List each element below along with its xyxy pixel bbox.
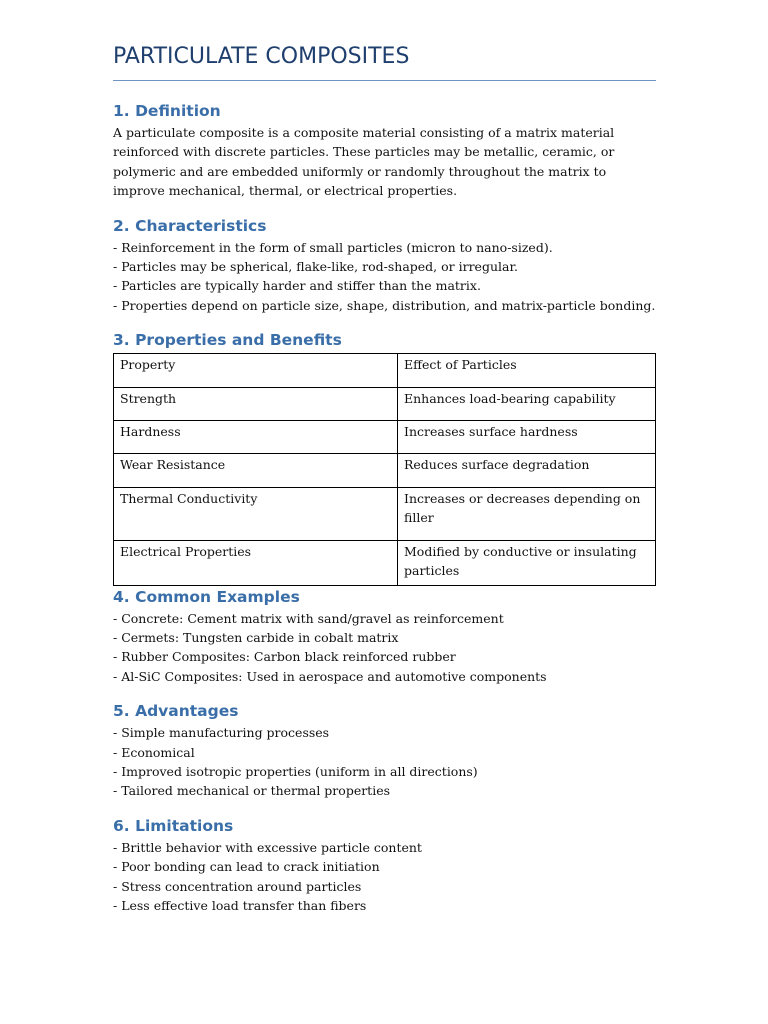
characteristics-heading: 2. Characteristics [113,216,267,235]
examples-list [113,609,656,687]
list-item: - Stress concentration around particles [113,878,362,894]
table-cell: Modified by conductive or insulating particles [398,540,656,585]
advantages-list [113,723,656,801]
list-item: - Concrete: Cement matrix with sand/gravel as reinforcement [113,610,504,626]
limitations-list [113,838,656,916]
properties-table [113,353,656,585]
table-row [114,387,656,420]
table-cell: Wear Resistance [114,454,398,487]
table-header-cell: Effect of Particles [398,354,656,387]
list-item: - Simple manufacturing processes [113,725,330,741]
list-item: - Brittle behavior with excessive particle content [113,839,422,855]
list-item: - Reinforcement in the form of small particles (micron to nano-sized). [113,239,553,255]
list-item: - Properties depend on particle size, shape, distribution, and matrix-particle bonding. [113,297,656,313]
advantages-heading: 5. Advantages [113,702,239,721]
list-item: - Tailored mechanical or thermal properties [113,783,391,799]
list-item: - Economical [113,744,195,760]
list-item: - Rubber Composites: Carbon black reinforced rubber [113,649,456,665]
table-row [114,540,656,585]
definition-heading: 1. Definition [113,102,221,120]
table-row [114,454,656,487]
table-header-cell: Property [114,354,398,387]
table-row [114,487,656,540]
table-cell: Reduces surface degradation [398,454,656,487]
characteristics-list [113,238,656,316]
table-cell: Enhances load-bearing capability [398,387,656,420]
table-cell: Electrical Properties [114,540,398,585]
definition-paragraph: A particulate composite is a composite material consisting of a matrix material reinforced with discrete particles. These particles may be metallic, ceramic, or polymeric and are embedded uniformly or randomly throughout the matrix to improve mechanical, thermal, or electrical properties. [113,125,615,199]
list-item: - Particles may be spherical, flake-like, rod-shaped, or irregular. [113,259,519,275]
table-header-row [114,354,656,387]
table-cell: Thermal Conductivity [114,487,398,540]
document-page [113,40,656,915]
list-item: - Al-SiC Composites: Used in aerospace and automotive components [113,668,547,684]
table-row [114,421,656,454]
page-title: PARTICULATE COMPOSITES [113,40,656,81]
table-cell: Increases surface hardness [398,421,656,454]
properties-heading: 3. Properties and Benefits [113,331,342,350]
list-item: - Particles are typically harder and stiffer than the matrix. [113,278,481,294]
table-cell: Strength [114,387,398,420]
limitations-heading: 6. Limitations [113,816,234,835]
list-item: - Poor bonding can lead to crack initiation [113,859,380,875]
list-item: - Improved isotropic properties (uniform in all directions) [113,763,478,779]
list-item: - Less effective load transfer than fibers [113,897,367,913]
table-cell: Increases or decreases depending on filler [398,487,656,540]
list-item: - Cermets: Tungsten carbide in cobalt matrix [113,629,399,645]
examples-heading: 4. Common Examples [113,587,300,606]
table-cell: Hardness [114,421,398,454]
